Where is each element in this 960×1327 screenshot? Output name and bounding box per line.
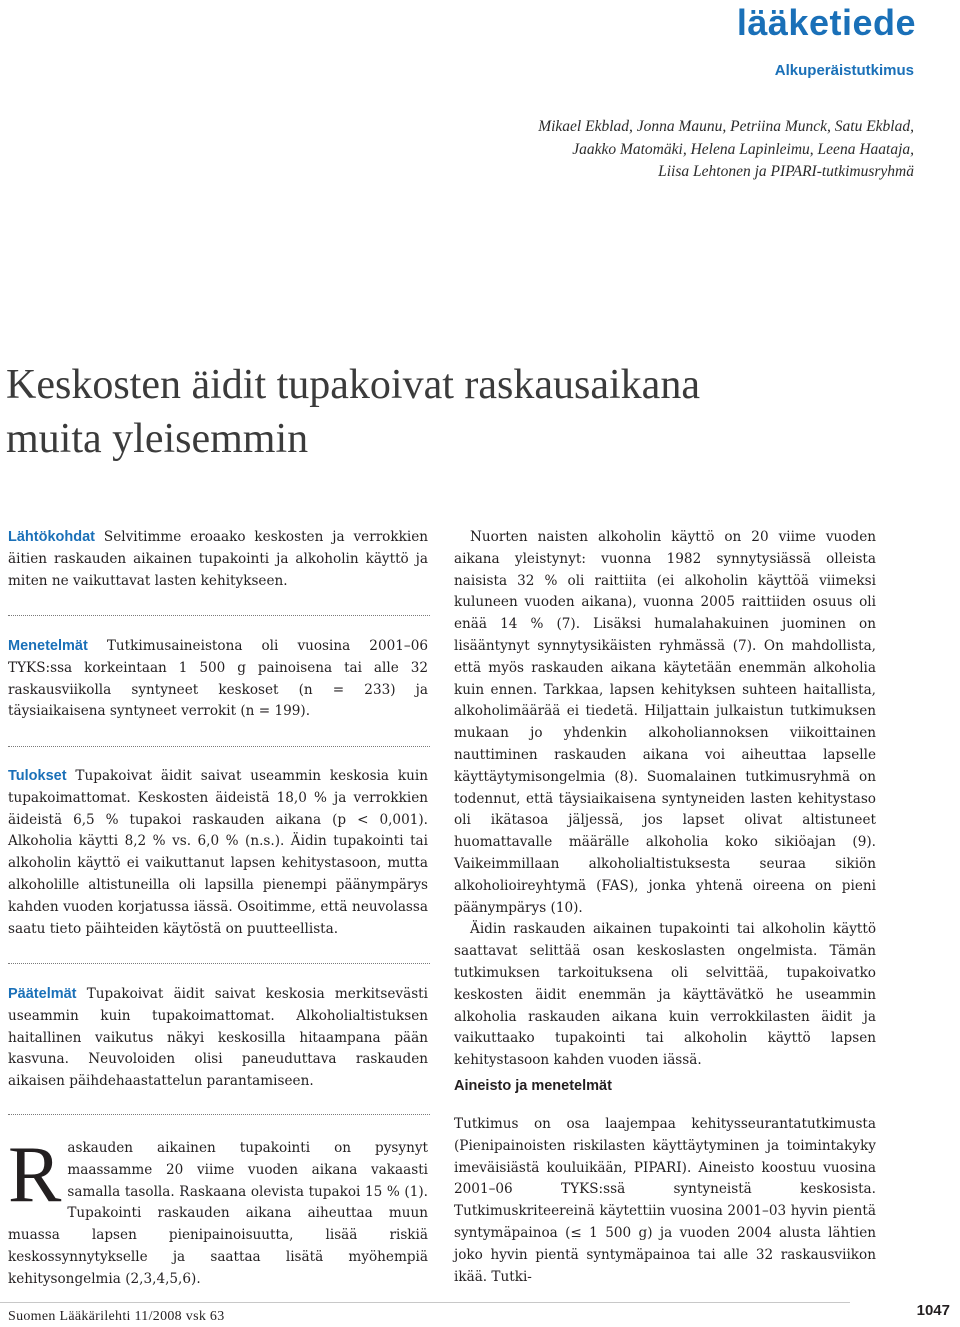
abstract-text-methods: Tutkimusaineistona oli vuosina 2001–06 TYKS:ssa korkeintaan 1 500 g painoisena tai alle 32 raskausviikolla syntyneet keskoset (n = 233) ja täysiaikaisena syntyneet verrokit (n = 199). — [8, 638, 428, 720]
drop-cap: R — [8, 1131, 62, 1219]
section-divider — [8, 746, 430, 747]
abstract-label-results: Tulokset — [8, 768, 67, 784]
abstract-methods — [8, 636, 428, 723]
section-divider — [8, 1114, 430, 1115]
body-column-right-continued — [454, 1114, 876, 1288]
author-line: Jaakko Matomäki, Helena Lapinleimu, Leena Haataja, — [572, 140, 914, 158]
author-line: Liisa Lehtonen ja PIPARI-tutkimusryhmä — [658, 163, 914, 180]
article-title — [6, 358, 700, 466]
section-heading: Aineisto ja menetelmät — [454, 1078, 612, 1094]
body-paragraph: Äidin raskauden aikainen tupakointi tai alkoholin käyttö saattavat selittää osan keskoslasten ongelmista. Tämän tutkimuksen tarkoituksena oli selvittää, tupakoivatko keskosten äidit enemmän ja käyttävätkö he useammin alkoholia raskauden aikana kuin verrokkilasten äidit ja vaikuttaako tupakointi tai alkoholin käyttö lapsen kehitystasoon kahden vuoden iässä. — [454, 921, 876, 1069]
body-column-right — [454, 527, 876, 1072]
article-type: Alkuperäistutkimus — [774, 62, 914, 79]
abstract-results — [8, 766, 428, 940]
article-title-line: Keskosten äidit tupakoivat raskausaikana — [6, 362, 700, 408]
section-title: lääketiede — [736, 2, 916, 43]
body-paragraph: Nuorten naisten alkoholin käyttö on 20 viime vuoden aikana yleistynyt: vuonna 1982 synnytysiässä olleista naisista 32 % oli raittiita (ei alkoholin käyttöä viimeksi kuluneen vuoden aikana), vuonna 2005 raittiiden osuus oli enää 14 % (7). Lisäksi humalahakuinen juominen on lisääntynyt synnytysikäisten ryhmässä (7). On mahdollista, että myös raskauden aikana käytetään enemmän alkoholia kuin ennen. Tarkkaa, lapsen kehityksen suhteen haitallista, alkoholimäärää ei tiedetä. Hiljattain julkaistun tutkimuksen mukaan jo yhdenkin alkoholiannoksen viikoittainen nauttiminen raskauden aikana voi aiheuttaa lapselle käyttäytymisongelmia (8). Suomalainen tutkimusryhmä on todennut, että täysiaikaisena syntyneiden lasten kehitystaso oli ikätasoa jäljessä, jos lapset olivat altistuneet huomattavalle määrälle alkoholia koko sikiöajan (9). Vaikeimmillaan alkoholialtistuksesta seuraa sikiön alkoholioireyhtymä (FAS), jonka yhtenä oireena on pieni päänympärys (10). — [454, 529, 876, 916]
author-line: Mikael Ekblad, Jonna Maunu, Petriina Munck, Satu Ekblad, — [538, 118, 914, 135]
author-list — [394, 116, 914, 184]
article-title-line: muita yleisemmin — [6, 416, 309, 462]
section-divider — [8, 963, 430, 964]
abstract-text-conclusions: Tupakoivat äidit saivat keskosia merkitsevästi useammin kuin tupakoimattomat. Alkoholialtistuksen haitallinen vaikutus näkyi keskosilla hitaampana pään kasvuna. Neuvoloiden olisi paneuduttava raskauden aikaisen päihdehaastattelun parantamiseen. — [8, 986, 428, 1090]
journal-citation: Suomen Lääkärilehti 11/2008 vsk 63 — [8, 1309, 225, 1324]
abstract-label-methods: Menetelmät — [8, 638, 88, 654]
abstract-text-background: Selvitimme eroaako keskosten ja verrokkien äitien raskauden aikainen tupakointi ja alkoholin käyttö ja miten ne vaikuttavat lasten kehitykseen. — [8, 529, 428, 589]
abstract-label-conclusions: Päätelmät — [8, 986, 77, 1002]
footer-rule — [0, 1302, 850, 1303]
body-paragraph: Tutkimus on osa laajempaa kehitysseurantatutkimusta (Pienipainoisten riskilasten käyttäytyminen ja toimintakyky imeväisiästä kouluikään, PIPARI). Aineisto koostuu vuosina 2001–06 TYKS:ssä syntyneistä keskosista. Tutkimuskriteereinä käytettiin vuosina 2001–03 hyvin pientä syntymäpainoa (≤ 1 500 g) ja vuoden 2004 alusta lähtien joko hyvin pientä syntymäpainoa tai alle 32 raskausviikon ikää. Tutki- — [454, 1116, 876, 1285]
page-number: 1047 — [916, 1302, 950, 1319]
abstract-label-background: Lähtökohdat — [8, 529, 95, 545]
section-divider — [8, 615, 430, 616]
abstract-conclusions — [8, 984, 428, 1093]
abstract-background — [8, 527, 428, 592]
intro-paragraph — [8, 1131, 428, 1291]
intro-text: askauden aikainen tupakointi on pysynyt maassamme 20 viime vuoden aikana vakaasti samalla tasolla. Raskaana olevista tupakoi 15 % (1). Tupakointi raskauden aikana aiheuttaa muun muassa lapsen pienipainoisuutta, lisää riskiä keskossynnytykselle ja saattaa lisätä myöhempiä kehitysongelmia (2,3,4,5,6). — [8, 1140, 428, 1287]
abstract-text-results: Tupakoivat äidit saivat useammin keskosia kuin tupakoimattomat. Keskosten äideistä 18,0 % ja verrokkien äideistä 6,5 % tupakoi raskauden aikana (p < 0,001). Alkoholia käytti 8,2 % vs. 6,0 % (n.s.). Äidin tupakointi tai alkoholin käyttö ei vaikuttanut lapsen kehitystasoon, mutta alkoholille altistuneilla oli lapsilla pienempi päänympärys kahden vuoden korjatussa iässä. Osoitimme, että neuvolassa saatu tieto päihteiden käytöstä on puutteellista. — [8, 768, 428, 937]
